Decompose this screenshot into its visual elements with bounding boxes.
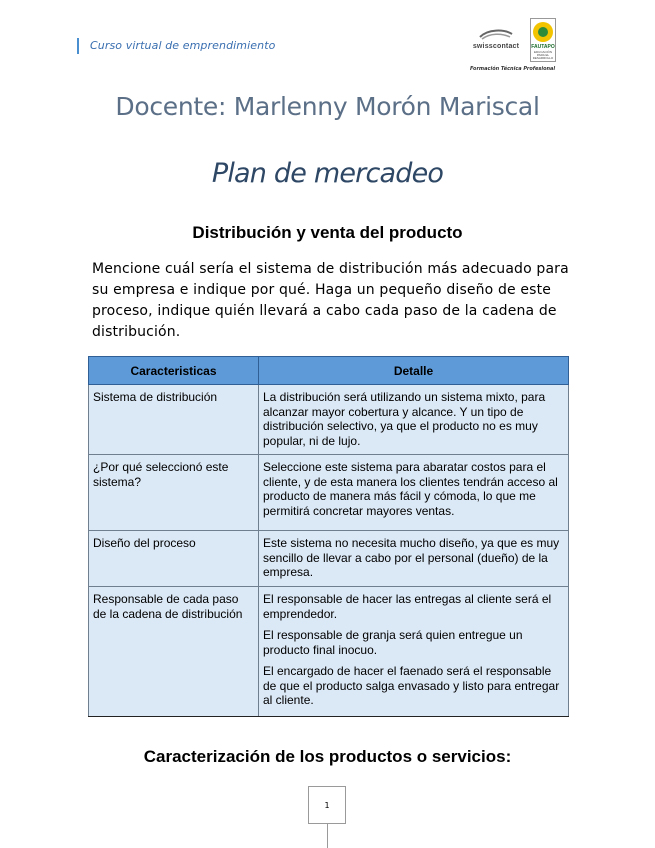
table-row <box>89 385 569 455</box>
detail-paragraph: El responsable de hacer las entregas al cliente será el emprendedor. <box>263 592 552 621</box>
fautapo-wordmark: FAUTAPO <box>531 44 555 50</box>
section-heading: Distribución y venta del producto <box>192 223 463 242</box>
distribution-table <box>88 356 569 717</box>
detail-paragraph: Seleccione este sistema para abaratar costos para el cliente, y de esta manera los clientes tendrán acceso al producto de manera más fácil y cómoda, lo que me permitirá concretar mayores ventas. <box>263 460 558 518</box>
row-detail <box>259 455 569 531</box>
table-row <box>89 455 569 531</box>
row-label: Sistema de distribución <box>89 385 259 455</box>
course-header: Curso virtual de emprendimiento <box>90 39 276 52</box>
row-label: ¿Por qué seleccionó este sistema? <box>89 455 259 531</box>
detail-paragraph: Este sistema no necesita mucho diseño, ya que es muy sencillo de llevar a cabo por el personal (dueño) de la empresa. <box>263 536 560 579</box>
detail-paragraph: El responsable de granja será quien entregue un producto final inocuo. <box>263 628 523 657</box>
row-detail <box>259 587 569 717</box>
fautapo-subtitle: EDUCACIÓN PARA EL DESARROLLO <box>532 50 554 60</box>
column-header-characteristics: Caracteristicas <box>89 357 259 385</box>
table-header-row <box>89 357 569 385</box>
section-heading-products: Caracterización de los productos o servicios: <box>143 747 512 766</box>
logo-caption: Formación Técnica Profesional <box>470 66 556 72</box>
swisscontact-wordmark: swisscontact <box>472 43 520 50</box>
page-number-box: 1 <box>308 786 346 824</box>
row-label: Diseño del proceso <box>89 531 259 587</box>
detail-paragraph: La distribución será utilizando un sistema mixto, para alcanzar mayor cobertura y alcance. Y un tipo de distribución selectivo, ya que el producto no es muy popular, ni de lujo. <box>263 390 546 448</box>
row-detail <box>259 385 569 455</box>
header-rule <box>77 38 79 54</box>
swisscontact-swirl-icon <box>476 28 516 42</box>
row-detail <box>259 531 569 587</box>
plan-title: Plan de mercadeo <box>211 158 444 189</box>
row-label: Responsable de cada paso de la cadena de distribución <box>89 587 259 717</box>
swisscontact-logo <box>462 28 530 60</box>
table-row <box>89 531 569 587</box>
page-number-line <box>327 824 328 848</box>
question-text: Mencione cuál sería el sistema de distribución más adecuado para su empresa e indique por qué. Haga un pequeño diseño de este proceso, indique quién llevará a cabo cada paso de la cadena de distribución. <box>92 261 569 340</box>
teacher-name: Docente: Marlenny Morón Mariscal <box>115 92 540 121</box>
fautapo-logo <box>530 18 556 62</box>
column-header-detail: Detalle <box>259 357 569 385</box>
detail-paragraph: El encargado de hacer el faenado será el responsable de que el producto salga envasado y listo para entregar al cliente. <box>263 664 560 707</box>
sponsor-logos <box>462 18 558 76</box>
table-row <box>89 587 569 717</box>
fautapo-emblem-icon <box>533 22 553 42</box>
